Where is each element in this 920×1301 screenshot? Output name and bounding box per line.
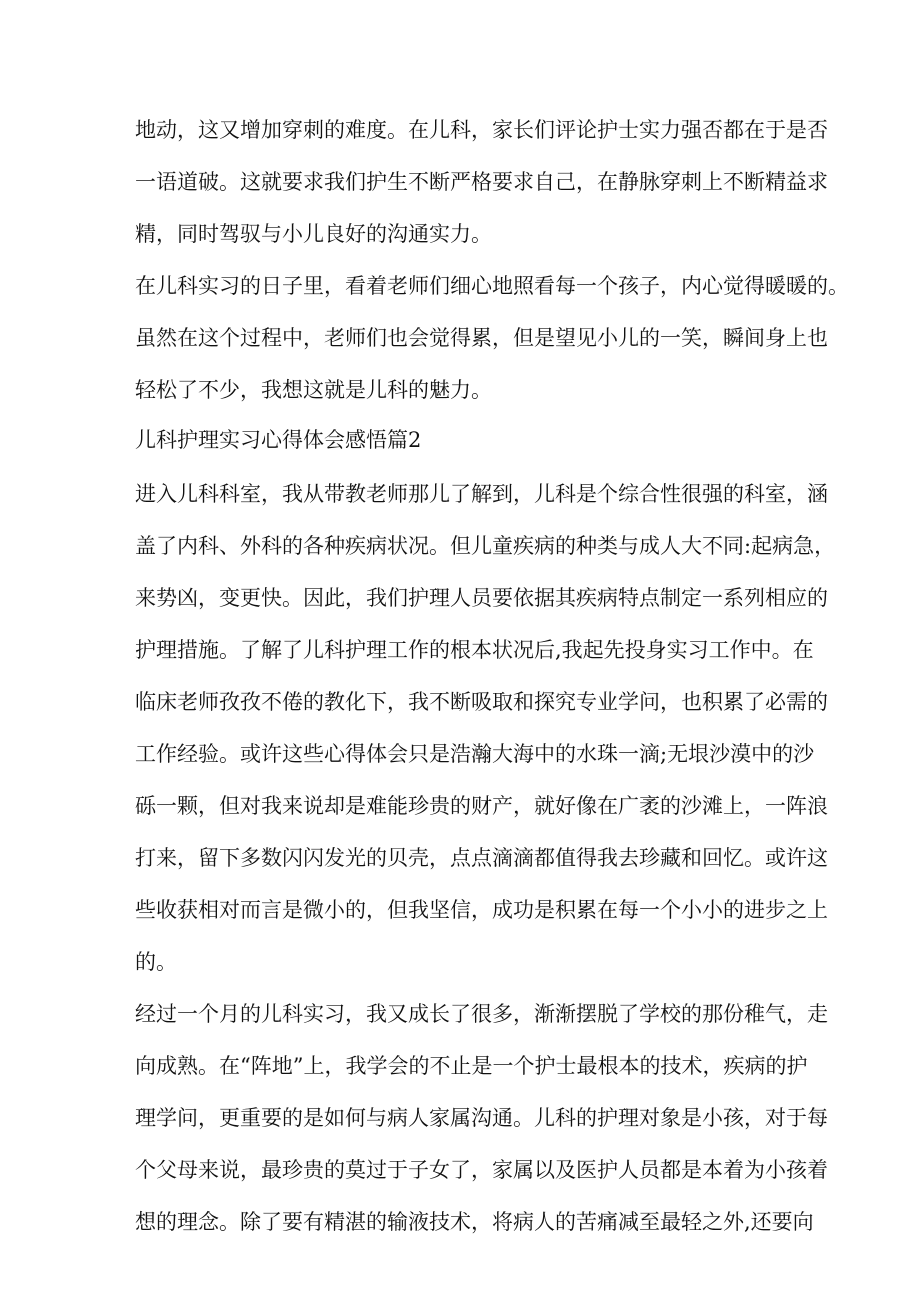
text-line: 地动，这又增加穿刺的难度。在儿科，家长们评论护士实力强否都在于是否 xyxy=(135,118,828,142)
text-line: 精，同时驾驭与小儿良好的沟通实力。 xyxy=(135,222,492,246)
text-line: 个父母来说，最珍贵的莫过于子女了，家属以及医护人员都是本着为小孩着 xyxy=(135,1158,828,1182)
text-line: 理学问，更重要的是如何与病人家属沟通。儿科的护理对象是小孩，对于每 xyxy=(135,1106,828,1130)
text-line: 经过一个月的儿科实习，我又成长了很多，渐渐摆脱了学校的那份稚气，走 xyxy=(135,1002,828,1026)
text-line: 盖了内科、外科的各种疾病状况。但儿童疾病的种类与成人大不同:起病急， xyxy=(135,534,836,558)
text-line: 来势凶，变更快。因此，我们护理人员要依据其疾病特点制定一系列相应的 xyxy=(135,586,828,610)
text-line: 的。 xyxy=(135,950,177,974)
text-line: 工作经验。或许这些心得体会只是浩瀚大海中的水珠一滴;无垠沙漠中的沙 xyxy=(135,742,815,766)
text-line: 临床老师孜孜不倦的教化下，我不断吸取和探究专业学问，也积累了必需的 xyxy=(135,690,828,714)
text-line: 想的理念。除了要有精湛的输液技术，将病人的苦痛减至最轻之外,还要向 xyxy=(135,1210,814,1234)
text-line: 打来，留下多数闪闪发光的贝壳，点点滴滴都值得我去珍藏和回忆。或许这 xyxy=(135,846,828,870)
text-line: 向成熟。在“阵地”上，我学会的不止是一个护士最根本的技术，疾病的护 xyxy=(135,1054,808,1078)
text-line: 轻松了不少，我想这就是儿科的魅力。 xyxy=(135,378,492,402)
text-line: 在儿科实习的日子里，看着老师们细心地照看每一个孩子，内心觉得暖暖的。 xyxy=(135,274,849,298)
text-line: 砾一颗，但对我来说却是难能珍贵的财产，就好像在广袤的沙滩上，一阵浪 xyxy=(135,794,828,818)
text-line: 些收获相对而言是微小的，但我坚信，成功是积累在每一个小小的进步之上 xyxy=(135,898,828,922)
text-line: 进入儿科科室，我从带教老师那儿了解到，儿科是个综合性很强的科室，涵 xyxy=(135,482,828,506)
text-line: 虽然在这个过程中，老师们也会觉得累，但是望见小儿的一笑，瞬间身上也 xyxy=(135,326,828,350)
text-line: 护理措施。了解了儿科护理工作的根本状况后,我起先投身实习工作中。在 xyxy=(135,638,814,662)
section-heading: 儿科护理实习心得体会感悟篇2 xyxy=(135,428,422,452)
text-line: 一语道破。这就要求我们护生不断严格要求自己，在静脉穿刺上不断精益求 xyxy=(135,170,828,194)
